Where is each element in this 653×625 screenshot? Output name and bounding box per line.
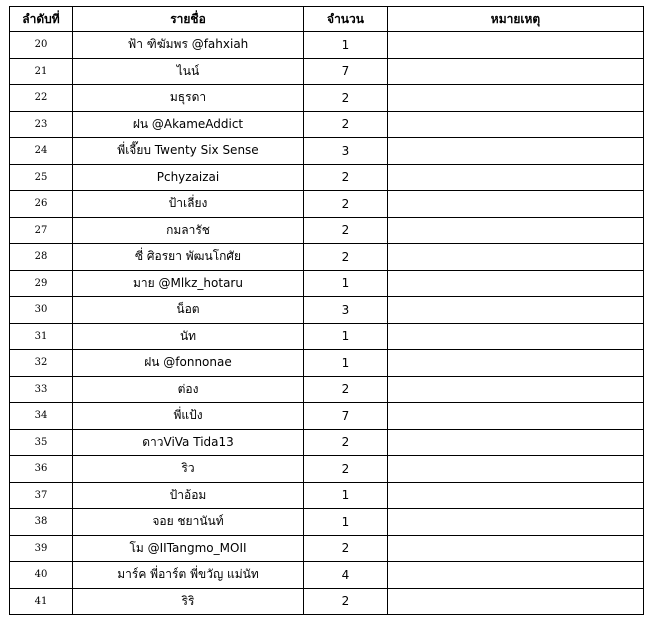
order-cell: 31 bbox=[10, 323, 73, 350]
order-cell: 21 bbox=[10, 58, 73, 85]
remark-cell bbox=[388, 191, 644, 218]
remark-cell bbox=[388, 297, 644, 324]
amount-cell: 2 bbox=[304, 588, 388, 615]
order-cell: 26 bbox=[10, 191, 73, 218]
remark-cell bbox=[388, 217, 644, 244]
name-cell: นัท bbox=[73, 323, 304, 350]
amount-cell: 2 bbox=[304, 535, 388, 562]
name-cell: มธุรดา bbox=[73, 85, 304, 112]
roster-table bbox=[9, 6, 644, 615]
amount-cell: 2 bbox=[304, 191, 388, 218]
table-row bbox=[10, 58, 644, 85]
remark-cell bbox=[388, 562, 644, 589]
table-header bbox=[10, 7, 644, 32]
amount-cell: 3 bbox=[304, 138, 388, 165]
table-row bbox=[10, 217, 644, 244]
table-row bbox=[10, 482, 644, 509]
table-row bbox=[10, 244, 644, 271]
order-cell: 27 bbox=[10, 217, 73, 244]
remark-cell bbox=[388, 509, 644, 536]
table-row bbox=[10, 85, 644, 112]
remark-cell bbox=[388, 456, 644, 483]
amount-cell: 2 bbox=[304, 429, 388, 456]
name-cell: น็อต bbox=[73, 297, 304, 324]
table-row bbox=[10, 350, 644, 377]
table-row bbox=[10, 509, 644, 536]
order-cell: 25 bbox=[10, 164, 73, 191]
name-cell: จอย ชยานันท์ bbox=[73, 509, 304, 536]
order-cell: 23 bbox=[10, 111, 73, 138]
name-cell: ฝน @fonnonae bbox=[73, 350, 304, 377]
table-row bbox=[10, 32, 644, 59]
name-cell: กมลารัช bbox=[73, 217, 304, 244]
order-cell: 34 bbox=[10, 403, 73, 430]
order-cell: 40 bbox=[10, 562, 73, 589]
order-cell: 35 bbox=[10, 429, 73, 456]
name-cell: ป้าอ้อม bbox=[73, 482, 304, 509]
header-amount: จำนวน bbox=[304, 7, 388, 32]
name-cell: ฟ้า ฑิฆัมพร @fahxiah bbox=[73, 32, 304, 59]
amount-cell: 2 bbox=[304, 85, 388, 112]
remark-cell bbox=[388, 111, 644, 138]
order-cell: 37 bbox=[10, 482, 73, 509]
table-row bbox=[10, 588, 644, 615]
name-cell: พี่เจี๊ยบ Twenty Six Sense bbox=[73, 138, 304, 165]
header-name: รายชื่อ bbox=[73, 7, 304, 32]
remark-cell bbox=[388, 32, 644, 59]
amount-cell: 3 bbox=[304, 297, 388, 324]
remark-cell bbox=[388, 244, 644, 271]
order-cell: 38 bbox=[10, 509, 73, 536]
remark-cell bbox=[388, 270, 644, 297]
header-row bbox=[10, 7, 644, 32]
name-cell: ป้าเลี่ยง bbox=[73, 191, 304, 218]
remark-cell bbox=[388, 535, 644, 562]
name-cell: โม @IITangmo_MOII bbox=[73, 535, 304, 562]
table-row bbox=[10, 164, 644, 191]
table-row bbox=[10, 297, 644, 324]
table-row bbox=[10, 270, 644, 297]
remark-cell bbox=[388, 58, 644, 85]
remark-cell bbox=[388, 138, 644, 165]
amount-cell: 2 bbox=[304, 111, 388, 138]
remark-cell bbox=[388, 350, 644, 377]
remark-cell bbox=[388, 323, 644, 350]
name-cell: ซี่ ศิอรยา พัฒนโกศัย bbox=[73, 244, 304, 271]
amount-cell: 1 bbox=[304, 482, 388, 509]
order-cell: 41 bbox=[10, 588, 73, 615]
order-cell: 29 bbox=[10, 270, 73, 297]
order-cell: 22 bbox=[10, 85, 73, 112]
table-row bbox=[10, 562, 644, 589]
amount-cell: 1 bbox=[304, 350, 388, 377]
name-cell: ริริ bbox=[73, 588, 304, 615]
amount-cell: 7 bbox=[304, 58, 388, 85]
name-cell: พี่แป้ง bbox=[73, 403, 304, 430]
order-cell: 32 bbox=[10, 350, 73, 377]
amount-cell: 7 bbox=[304, 403, 388, 430]
amount-cell: 1 bbox=[304, 32, 388, 59]
amount-cell: 2 bbox=[304, 217, 388, 244]
remark-cell bbox=[388, 403, 644, 430]
header-remark: หมายเหตุ bbox=[388, 7, 644, 32]
table-row bbox=[10, 403, 644, 430]
name-cell: มาร์ค พี่อาร์ต พี่ขวัญ แม่นัท bbox=[73, 562, 304, 589]
order-cell: 36 bbox=[10, 456, 73, 483]
table-row bbox=[10, 138, 644, 165]
amount-cell: 4 bbox=[304, 562, 388, 589]
header-order: ลำดับที่ bbox=[10, 7, 73, 32]
name-cell: ไนน์ bbox=[73, 58, 304, 85]
remark-cell bbox=[388, 376, 644, 403]
name-cell: ริว bbox=[73, 456, 304, 483]
order-cell: 30 bbox=[10, 297, 73, 324]
table-row bbox=[10, 456, 644, 483]
order-cell: 24 bbox=[10, 138, 73, 165]
amount-cell: 1 bbox=[304, 509, 388, 536]
table-row bbox=[10, 535, 644, 562]
table-row bbox=[10, 191, 644, 218]
order-cell: 28 bbox=[10, 244, 73, 271]
table-row bbox=[10, 111, 644, 138]
remark-cell bbox=[388, 85, 644, 112]
name-cell: ฝน @AkameAddict bbox=[73, 111, 304, 138]
name-cell: ดาวViVa Tida13 bbox=[73, 429, 304, 456]
remark-cell bbox=[388, 164, 644, 191]
remark-cell bbox=[388, 482, 644, 509]
amount-cell: 2 bbox=[304, 376, 388, 403]
remark-cell bbox=[388, 429, 644, 456]
name-cell: มาย @Mlkz_hotaru bbox=[73, 270, 304, 297]
name-cell: Pchyzaizai bbox=[73, 164, 304, 191]
amount-cell: 2 bbox=[304, 244, 388, 271]
name-cell: ต่อง bbox=[73, 376, 304, 403]
amount-cell: 2 bbox=[304, 164, 388, 191]
table-row bbox=[10, 429, 644, 456]
order-cell: 39 bbox=[10, 535, 73, 562]
amount-cell: 2 bbox=[304, 456, 388, 483]
table-body bbox=[10, 32, 644, 615]
amount-cell: 1 bbox=[304, 323, 388, 350]
order-cell: 33 bbox=[10, 376, 73, 403]
amount-cell: 1 bbox=[304, 270, 388, 297]
remark-cell bbox=[388, 588, 644, 615]
order-cell: 20 bbox=[10, 32, 73, 59]
table-row bbox=[10, 376, 644, 403]
table-row bbox=[10, 323, 644, 350]
